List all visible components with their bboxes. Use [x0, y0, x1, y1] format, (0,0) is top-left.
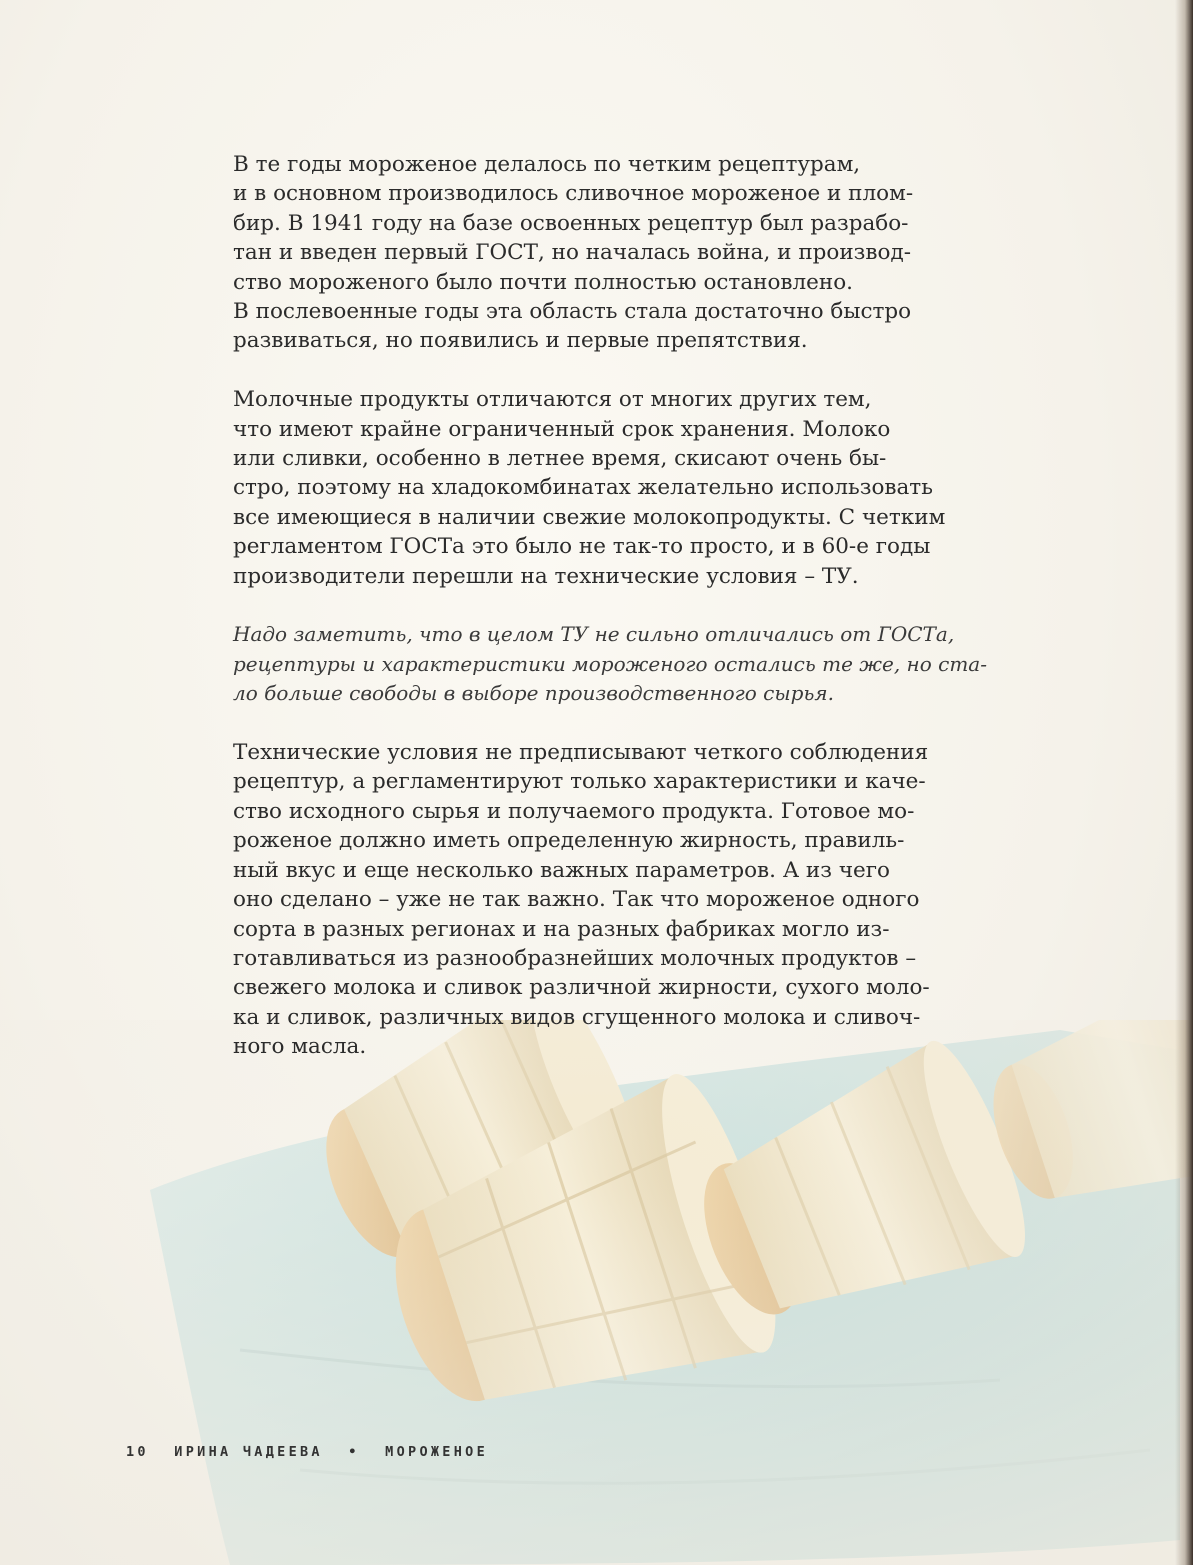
paragraph-1: В те годы мороженое делалось по четким рецептурам, и в основном производилось сливочное мороженое и плом- бир. В 1941 году на базе освоенных рецептур был разрабо- тан и введен первый ГОСТ, но началась война, и производ- ство мороженого было почти полностью остановлено. В послевоенные годы эта область стала достаточно быстро развиваться, но появились и первые препятствия.: [233, 152, 914, 354]
body-text: [233, 150, 993, 1091]
page-edge: [1175, 0, 1193, 1565]
author-name: ИРИНА ЧАДЕЕВА: [174, 1444, 323, 1460]
paragraph-4: Технические условия не предписывают четкого соблюдения рецептур, а регламентируют только характеристики и каче- ство исходного сырья и получаемого продукта. Готовое мо- роженое должно иметь определенную жирность, правиль- ный вкус и еще несколько важных параметров. А из чего оно сделано – уже не так важно. Так что мороженое одного сорта в разных регионах и на разных фабриках могло из- готавливаться из разнообразнейших молочных продуктов – свежего молока и сливок различной жирности, сухого моло- ка и сливок, различных видов сгущенного молока и сливоч- ного масла.: [233, 740, 930, 1060]
paragraph-2: Молочные продукты отличаются от многих других тем, что имеют крайне ограниченный срок хранения. Молоко или сливки, особенно в летнее время, скисают очень бы- стро, поэтому на хладокомбинатах желательно использовать все имеющиеся в наличии свежие молокопродукты. С четким регламентом ГОСТа это было не так-то просто, и в 60-е годы производители перешли на технические условия – ТУ.: [233, 387, 946, 589]
page-footer: [126, 1444, 502, 1460]
book-title: МОРОЖЕНОЕ: [385, 1444, 489, 1460]
footer-separator: •: [348, 1444, 360, 1460]
page-number: 10: [126, 1444, 149, 1460]
ice-cream-cones-photo: [0, 1020, 1193, 1565]
paragraph-italic-note: Надо заметить, что в целом ТУ не сильно отличались от ГОСТа, рецептуры и характеристики мороженого остались те же, но ста- ло больше свободы в выборе производственного сырья.: [233, 622, 987, 706]
